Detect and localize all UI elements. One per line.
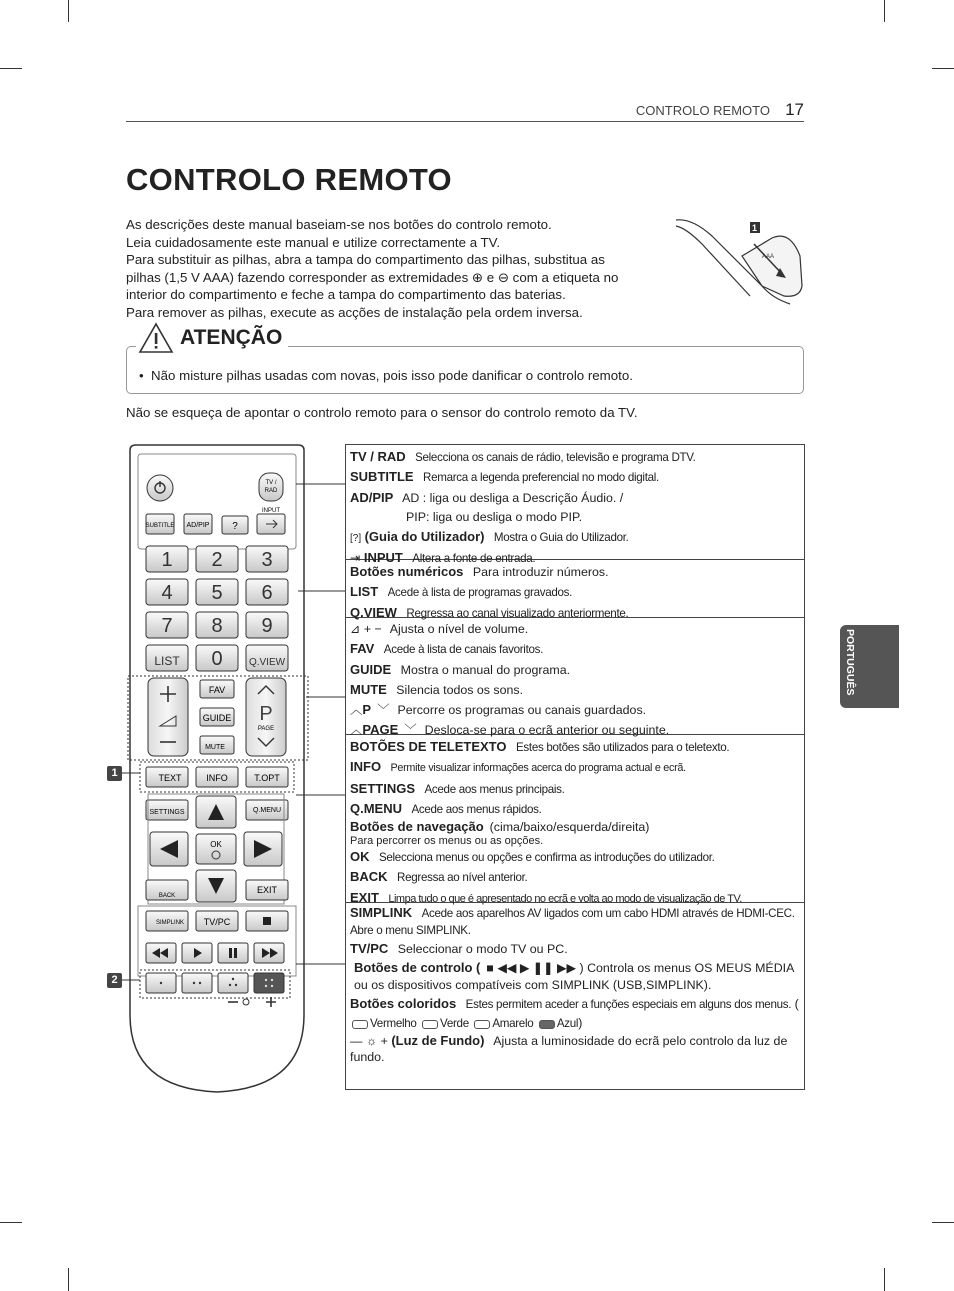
table-line: ︿P ﹀ Percorre os programas ou canais guardados.	[350, 702, 647, 718]
red-swatch	[352, 1020, 368, 1029]
svg-text:0: 0	[211, 648, 223, 670]
svg-text:AD/PIP: AD/PIP	[186, 522, 210, 529]
svg-text:FAV: FAV	[208, 685, 226, 695]
table-row	[346, 445, 804, 566]
table-line: PIP: liga ou desliga o modo PIP.	[406, 509, 583, 524]
svg-text:5: 5	[211, 582, 223, 604]
table-line: ⇥ INPUT Altera a fonte de entrada.	[350, 550, 536, 566]
table-line: Q.MENU Acede aos menus rápidos.	[350, 800, 542, 816]
svg-text:INPUT: INPUT	[262, 508, 280, 514]
svg-text:PAGE: PAGE	[257, 726, 275, 732]
table-line: INFO Permite visualizar informações acerca do programa actual e ecrã.	[350, 759, 686, 775]
table-line: FAV Acede à lista de canais favoritos.	[350, 641, 544, 657]
table-line: ⊿ + − Ajusta o nível de volume.	[350, 622, 529, 636]
table-line: Para percorrer os menus ou as opções.	[350, 835, 544, 848]
table-row	[346, 735, 804, 903]
table-line: Botões coloridos Estes permitem aceder a funções especiais em alguns dos menus. (Vermelho Verde Amarelo Azul)	[350, 996, 799, 1031]
button-description-table	[345, 444, 805, 1090]
intro-line: interior do compartimento e feche a tampa do compartimento das baterias.	[126, 287, 566, 302]
svg-text:MUTE: MUTE	[205, 744, 225, 751]
warning-title: ATENÇÃO	[180, 326, 283, 349]
table-line: OK Selecciona menus ou opções e confirma as introduções do utilizador.	[350, 849, 715, 865]
table-line: ︿PAGE ﹀ Desloca-se para o ecrã anterior ou seguinte.	[350, 722, 670, 738]
table-row	[346, 618, 804, 738]
table-line: SIMPLINK Acede aos aparelhos AV ligados com um cabo HDMI através de HDMI-CEC. Abre o menu SIMPLINK.	[350, 905, 795, 937]
intro-line: pilhas (1,5 V AAA) fazendo corresponder as extremidades ⊕ e ⊖ com a etiqueta no	[126, 269, 619, 285]
chevron-down-icon: ﹀	[377, 703, 390, 718]
table-row	[346, 903, 804, 1089]
table-line: [?] (Guia do Utilizador) Mostra o Guia do Utilizador.	[350, 529, 629, 545]
intro-line: Para substituir as pilhas, abra a tampa do compartimento das pilhas, substitua as	[126, 252, 605, 267]
green-swatch	[422, 1020, 438, 1029]
volume-icon: ⊿ + −	[350, 622, 382, 636]
svg-text:OK: OK	[210, 840, 222, 849]
page-number: 17	[785, 100, 804, 119]
table-line: TV/PC Seleccionar o modo TV ou PC.	[350, 941, 568, 956]
table-line: Q.VIEW Regressa ao canal visualizado anteriormente.	[350, 604, 629, 620]
table-line: BOTÕES DE TELETEXTO Estes botões são utilizados para o teletexto.	[350, 739, 730, 754]
svg-text:SIMPLINK: SIMPLINK	[155, 920, 185, 926]
svg-text:SETTINGS: SETTINGS	[149, 809, 185, 816]
remote-marker-2: 2	[107, 973, 122, 988]
svg-text:AAA: AAA	[762, 254, 775, 260]
table-line: Botões de controlo ( ■ ◀◀ ▶ ❚❚ ▶▶ ) Controla os menus OS MEUS MÉDIA ou os dispositivos compatíveis com SIMPLINK (USB,SIMPLINK).	[354, 960, 794, 993]
media-control-icons: ■ ◀◀ ▶ ❚❚ ▶▶ )	[486, 961, 588, 976]
table-line: EXIT Limpa tudo o que é apresentado no ecrã e volta ao modo de visualização de TV.	[350, 889, 742, 905]
guide-icon: [?]	[350, 533, 362, 545]
svg-text:P: P	[259, 703, 273, 725]
table-line: BACK Regressa ao nível anterior.	[350, 869, 528, 885]
intro-line: Leia cuidadosamente este manual e utilize correctamente a TV.	[126, 234, 501, 250]
svg-text:TV/PC: TV/PC	[203, 917, 231, 927]
table-line: Botões de navegação (cima/baixo/esquerda/direita)	[350, 819, 650, 835]
blue-swatch	[539, 1020, 555, 1029]
table-line: SETTINGS Acede aos menus principais.	[350, 780, 565, 796]
intro-line: Para remover as pilhas, execute as acções de instalação pela ordem inversa.	[126, 304, 583, 320]
pointing-note: Não se esqueça de apontar o controlo remoto para o sensor do controlo remoto da TV.	[126, 405, 638, 420]
svg-text:?: ?	[232, 521, 238, 532]
svg-text:Q.VIEW: Q.VIEW	[248, 657, 286, 668]
page-title: CONTROLO REMOTO	[126, 162, 452, 197]
svg-text:BACK: BACK	[158, 893, 176, 899]
language-tab: PORTUGUÊS	[840, 625, 899, 708]
input-icon: ⇥	[350, 551, 361, 566]
svg-text:TEXT: TEXT	[158, 773, 182, 783]
svg-text:2: 2	[211, 549, 223, 571]
svg-text:TV /: TV /	[265, 480, 277, 486]
table-line: AD/PIP AD : liga ou desliga a Descrição Áudio. /	[350, 489, 624, 505]
svg-text:1: 1	[161, 549, 173, 571]
yellow-swatch	[474, 1020, 490, 1029]
svg-text:7: 7	[161, 615, 173, 637]
svg-text:INFO: INFO	[206, 773, 228, 783]
svg-text:SUBTITLE: SUBTITLE	[145, 523, 175, 529]
svg-text:T.OPT: T.OPT	[254, 773, 280, 783]
chevron-up-icon: ︿	[350, 723, 363, 738]
table-line: TV / RAD Selecciona os canais de rádio, televisão e programa DTV.	[350, 449, 696, 464]
backlight-icon: — ☼ +	[350, 1034, 392, 1049]
intro-line: As descrições deste manual baseiam-se nos botões do controlo remoto.	[126, 217, 552, 232]
table-line: SUBTITLE Remarca a legenda preferencial no modo digital.	[350, 469, 659, 485]
header-section: CONTROLO REMOTO	[635, 103, 770, 118]
table-line: Botões numéricos Para introduzir números.	[350, 564, 609, 579]
chevron-down-icon: ﹀	[404, 723, 417, 738]
svg-text:GUIDE: GUIDE	[202, 713, 232, 723]
svg-text:8: 8	[211, 615, 223, 637]
table-line: LIST Acede à lista de programas gravados.	[350, 584, 573, 600]
chevron-up-icon: ︿	[350, 703, 363, 718]
svg-text:Q.MENU: Q.MENU	[253, 807, 281, 814]
table-row	[346, 560, 804, 618]
svg-text:3: 3	[261, 549, 273, 571]
table-line: MUTE Silencia todos os sons.	[350, 681, 524, 697]
illustration-marker: 1	[752, 223, 758, 233]
svg-text:EXIT: EXIT	[256, 885, 278, 895]
svg-text:9: 9	[261, 615, 273, 637]
svg-text:LIST: LIST	[154, 654, 180, 668]
table-line: GUIDE Mostra o manual do programa.	[350, 661, 571, 677]
warning-item: • Não misture pilhas usadas com novas, pois isso pode danificar o controlo remoto.	[139, 368, 633, 383]
svg-text:4: 4	[161, 582, 173, 604]
table-line: — ☼ + (Luz de Fundo) Ajusta a luminosidade do ecrã pelo controlo da luz de fundo.	[350, 1033, 788, 1065]
remote-marker-1: 1	[107, 766, 122, 781]
svg-text:6: 6	[261, 582, 273, 604]
svg-text:RAD: RAD	[264, 488, 278, 494]
